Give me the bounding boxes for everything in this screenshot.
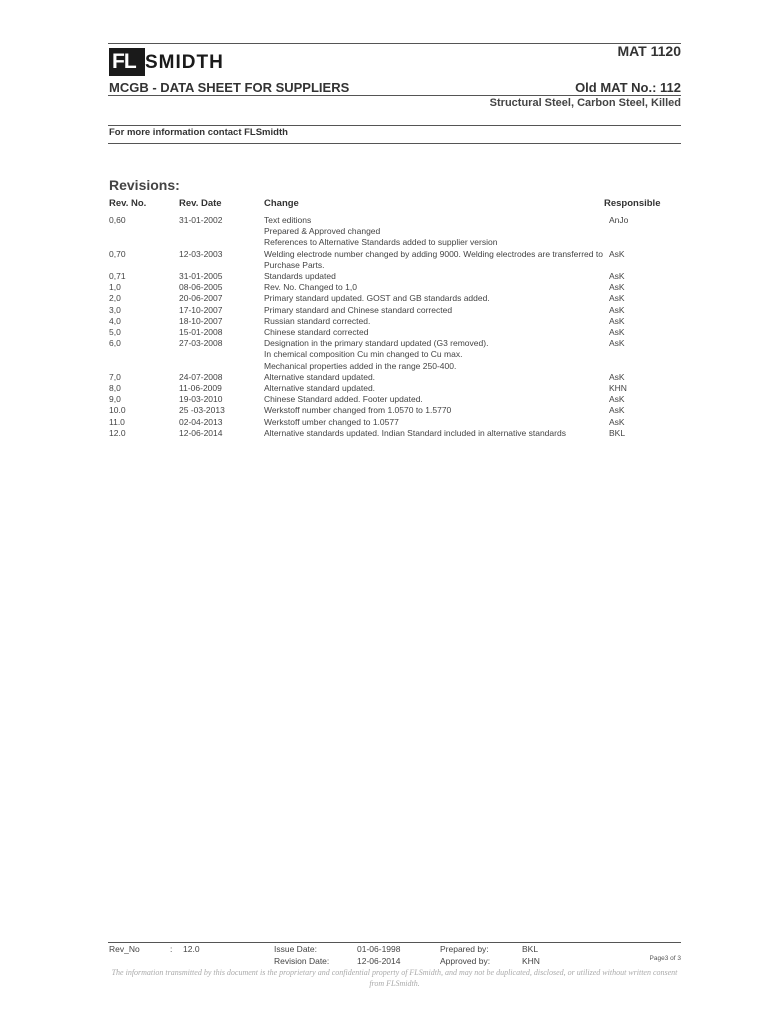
table-row	[109, 293, 669, 304]
change-line: Mechanical properties added in the range 250-400.	[264, 360, 457, 371]
change-line: Chinese Standard added. Footer updated.	[264, 394, 423, 405]
contact-line: For more information contact FLSmidth	[109, 127, 288, 138]
rev-date-cell: 08-06-2005	[179, 282, 223, 293]
footer-rev-value: 12.0	[183, 944, 200, 954]
responsible-cell: AsK	[609, 394, 625, 405]
footer-issue-label: Issue Date:	[274, 944, 317, 954]
change-line: Alternative standard updated.	[264, 371, 376, 382]
title-rule	[108, 95, 681, 96]
document-title: MCGB - DATA SHEET FOR SUPPLIERS	[109, 80, 350, 95]
table-row	[109, 417, 669, 428]
footer-colon: :	[170, 944, 173, 954]
responsible-cell: AsK	[609, 293, 625, 304]
contact-rule-top	[108, 125, 681, 126]
rev-no-cell: 1,0	[109, 282, 121, 293]
change-cell	[264, 405, 609, 416]
rev-date-cell: 25 -03-2013	[179, 405, 225, 416]
change-line: Alternative standard updated.	[264, 383, 376, 394]
change-cell	[264, 327, 609, 338]
responsible-cell: AsK	[609, 315, 625, 326]
change-cell	[264, 338, 609, 372]
table-row	[109, 428, 669, 439]
responsible-cell: AnJo	[609, 215, 629, 225]
col-header-rev-date: Rev. Date	[179, 198, 222, 209]
rev-no-cell: 10.0	[109, 405, 126, 416]
change-cell	[264, 428, 609, 439]
rev-no-cell: 2,0	[109, 293, 121, 304]
responsible-cell: AsK	[609, 271, 625, 282]
footer-rev-label: Rev_No	[109, 944, 140, 954]
rev-date-cell: 20-06-2007	[179, 293, 223, 304]
responsible-cell: AsK	[609, 416, 625, 427]
change-cell	[264, 293, 609, 304]
material-description: Structural Steel, Carbon Steel, Killed	[489, 97, 681, 109]
rev-date-cell: 12-03-2003	[179, 248, 223, 259]
old-mat-number: Old MAT No.: 112	[575, 80, 681, 95]
rev-no-cell: 0,71	[109, 271, 126, 282]
rev-no-cell: 6,0	[109, 338, 121, 349]
col-header-responsible: Responsible	[604, 198, 661, 209]
change-cell	[264, 282, 609, 293]
change-line: Primary standard and Chinese standard corrected	[264, 304, 453, 315]
change-line: Werkstoff number changed from 1.0570 to 1.5770	[264, 405, 452, 416]
rev-date-cell: 17-10-2007	[179, 304, 223, 315]
revisions-heading: Revisions:	[109, 177, 180, 193]
responsible-cell: AsK	[609, 304, 625, 315]
footer-issue-value: 01-06-1998	[357, 944, 401, 954]
change-line: Standards updated	[264, 271, 336, 282]
rev-date-cell: 18-10-2007	[179, 315, 223, 326]
change-line: Primary standard updated. GOST and GB standards added.	[264, 293, 490, 304]
change-cell	[264, 394, 609, 405]
change-line: Text editions	[264, 215, 312, 225]
table-row	[109, 249, 669, 271]
footer-rule	[108, 942, 681, 943]
rev-date-cell: 24-07-2008	[179, 371, 223, 382]
change-cell	[264, 271, 609, 282]
table-row	[109, 338, 669, 372]
rev-date-cell: 31-01-2002	[179, 215, 223, 225]
responsible-cell: KHN	[609, 383, 627, 394]
table-row	[109, 405, 669, 416]
table-row	[109, 372, 669, 383]
change-line: References to Alternative Standards added to supplier version	[264, 237, 498, 248]
col-header-change: Change	[264, 198, 299, 209]
change-cell	[264, 305, 609, 316]
table-row	[109, 383, 669, 394]
rev-no-cell: 5,0	[109, 327, 121, 338]
confidentiality-disclaimer: The information transmitted by this document is the proprietary and confidential property of FLSmidth, and may not be duplicated, disclosed, or utilized without written consent from FLSmidth.	[111, 968, 678, 988]
rev-no-cell: 0,60	[109, 215, 126, 225]
top-rule	[108, 43, 681, 44]
responsible-cell: AsK	[609, 371, 625, 382]
change-cell	[264, 215, 609, 249]
rev-date-cell: 11-06-2009	[179, 383, 222, 394]
change-line: Rev. No. Changed to 1,0	[264, 282, 357, 293]
footer-approved-label: Approved by:	[440, 956, 491, 966]
logo-box: FL	[109, 48, 145, 76]
rev-date-cell: 15-01-2008	[179, 327, 223, 338]
footer-approved-value: KHN	[522, 956, 540, 966]
responsible-cell: BKL	[609, 427, 626, 438]
table-row	[109, 394, 669, 405]
rev-date-cell: 12-06-2014	[179, 427, 223, 438]
rev-no-cell: 8,0	[109, 383, 121, 394]
rev-date-cell: 19-03-2010	[179, 394, 223, 405]
contact-rule-bottom	[108, 143, 681, 144]
rev-no-cell: 9,0	[109, 394, 121, 405]
responsible-cell: AsK	[609, 405, 625, 416]
table-row	[109, 215, 669, 249]
page-number: Page3 of 3	[649, 955, 681, 962]
rev-no-cell: 12.0	[109, 427, 126, 438]
mat-code: MAT 1120	[617, 43, 681, 59]
rev-date-cell: 31-01-2005	[179, 271, 223, 282]
change-line: Alternative standards updated. Indian Standard included in alternative standards	[264, 427, 566, 438]
change-line: Chinese standard corrected	[264, 327, 369, 338]
change-line: Welding electrode number changed by adding 9000. Welding electrodes are transferred to Purchase Parts.	[264, 248, 603, 270]
change-cell	[264, 383, 609, 394]
change-line: Russian standard corrected.	[264, 315, 371, 326]
footer-revision-label: Revision Date:	[274, 956, 330, 966]
footer-revision-value: 12-06-2014	[357, 956, 401, 966]
rev-date-cell: 02-04-2013	[179, 416, 223, 427]
responsible-cell: AsK	[609, 248, 625, 259]
rev-no-cell: 0,70	[109, 248, 126, 259]
col-header-rev-no: Rev. No.	[109, 198, 147, 209]
change-line: In chemical composition Cu min changed to Cu max.	[264, 349, 463, 360]
footer-prepared-label: Prepared by:	[440, 944, 489, 954]
responsible-cell: AsK	[609, 327, 625, 338]
change-line: Werkstoff umber changed to 1.0577	[264, 416, 399, 427]
change-line: Designation in the primary standard updated (G3 removed).	[264, 338, 489, 349]
rev-no-cell: 7,0	[109, 371, 121, 382]
change-cell	[264, 372, 609, 383]
responsible-cell: AsK	[609, 282, 625, 293]
footer-prepared-value: BKL	[522, 944, 539, 954]
rev-no-cell: 11.0	[109, 416, 125, 427]
table-row	[109, 282, 669, 293]
table-row	[109, 305, 669, 316]
table-row	[109, 271, 669, 282]
revisions-table	[109, 215, 669, 439]
table-row	[109, 316, 669, 327]
responsible-cell: AsK	[609, 338, 625, 349]
change-cell	[264, 417, 609, 428]
table-row	[109, 327, 669, 338]
rev-date-cell: 27-03-2008	[179, 338, 223, 349]
change-cell	[264, 316, 609, 327]
flsmidth-logo	[109, 45, 229, 77]
rev-no-cell: 3,0	[109, 304, 121, 315]
change-line: Prepared & Approved changed	[264, 226, 381, 237]
change-cell	[264, 249, 609, 271]
logo-text: SMIDTH	[145, 52, 224, 73]
rev-no-cell: 4,0	[109, 315, 121, 326]
